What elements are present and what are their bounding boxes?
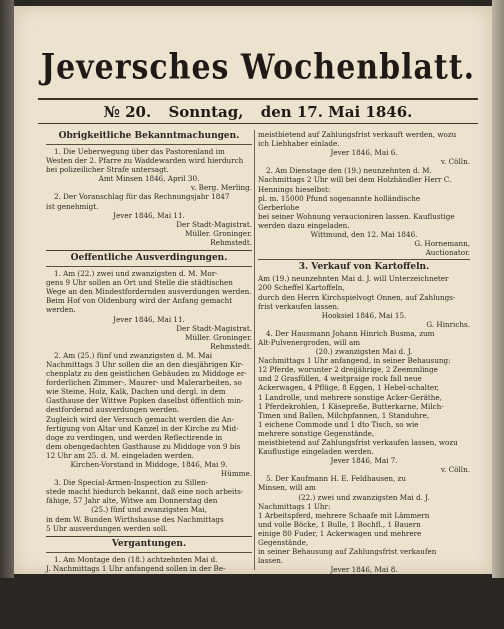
text-line: Gasthause der Wittwe Popken daselbst öffentlich min- bbox=[46, 396, 244, 406]
text-line: destfordernd ausverdungen werden. bbox=[46, 405, 180, 415]
text-line: ich Liebhaber einlade. bbox=[258, 139, 340, 149]
text-line: Minsen, will am bbox=[258, 483, 316, 493]
book-binding-edge bbox=[0, 0, 14, 578]
text-line: 2. Der Voranschlag für das Rechnungsjahr 1847 bbox=[54, 192, 230, 202]
section-rule bbox=[46, 552, 252, 553]
text-line: Rehmstedt. bbox=[210, 341, 252, 351]
text-line: Müller. Groninger. bbox=[185, 228, 252, 238]
text-line: Jever 1846, Mai 6. bbox=[330, 148, 398, 158]
text-line: werden dazu eingeladen. bbox=[258, 220, 350, 230]
text-line: 12 Uhr am 25. d. M. eingeladen werden. bbox=[46, 450, 195, 460]
text-line: (25.) fünf und zwanzigsten Mai, bbox=[91, 505, 207, 515]
text-line: Nachmittags 1 Uhr: bbox=[258, 501, 331, 511]
text-line: 1 Arbeitspferd, mehrere Schaafe mit Lämmern bbox=[258, 510, 430, 520]
section-body-potatoes bbox=[258, 274, 470, 629]
text-line: Wittmund, den 12. Mai 1846. bbox=[310, 230, 418, 240]
text-line: Zugleich wird der Versuch gemacht werden die An- bbox=[46, 414, 234, 424]
text-line: Parthie Erbsen, in beliebigen Quantitäten, bbox=[46, 600, 201, 610]
text-line: Wege an den Mindestfordernden ausverdungen werden. bbox=[46, 287, 252, 297]
section-body-auctions bbox=[46, 555, 252, 610]
section-body-tenders bbox=[46, 269, 252, 533]
issue-line bbox=[38, 98, 478, 124]
text-line: hausung des Gastwirths Fr. Lübben, im Bremer- bbox=[46, 572, 222, 582]
text-line: und volle Böcke, 1 Bulle, 1 Bochfl., 1 Bauern bbox=[258, 519, 421, 529]
column-divider bbox=[254, 130, 255, 570]
text-line: Jever 1846, Mai 7. bbox=[330, 456, 398, 466]
section-body-authorities bbox=[46, 147, 252, 247]
text-line: doge zu verdingen, und werden Reflectirende in bbox=[46, 432, 223, 442]
text-line: Der Stadt-Magistrat. bbox=[176, 323, 252, 333]
text-line: Gegenstände, bbox=[258, 538, 309, 548]
text-line: wie Steine, Holz, Kalk, Dachen und dergl. in dem bbox=[46, 387, 226, 397]
text-line: (22.) zwei und zwanzigsten Mai d. J. bbox=[298, 492, 430, 502]
text-line: G. Hinrichs. bbox=[426, 319, 470, 329]
text-line: 2. Am (25.) fünf und zwanzigsten d. M. Mai bbox=[54, 350, 213, 360]
text-line: Kauflustige eingeladen werden. bbox=[258, 447, 374, 457]
text-line: 5 Uhr ausverdungen werden soll. bbox=[46, 523, 168, 533]
text-line: Timen und Ballen, Milchpfannen, 1 Standuhre, bbox=[258, 410, 430, 420]
text-line: stede macht hiedurch bekannt, daß eine noch arbeits- bbox=[46, 487, 244, 497]
section-box bbox=[46, 536, 252, 610]
text-line: fertigung von Altar und Kanzel in der Kirche zu Mid- bbox=[46, 423, 239, 433]
section-rule bbox=[258, 259, 470, 260]
text-line: bei seiner Wohnung veraucioniren lassen. Kauflustige bbox=[258, 211, 455, 221]
text-line: in dem W. Bunden Wirthshause des Nachmittags bbox=[46, 514, 224, 524]
text-line: durch den Herrn Kirchspielvogt Onnen, auf Zahlungs- bbox=[258, 292, 456, 302]
text-line: 3. Die Special-Armen-Inspection zu Sillen- bbox=[54, 478, 208, 488]
text-line: 1 eichene Commode und 1 dto Tisch, so wie bbox=[258, 419, 419, 429]
text-line: 1 Landrolle, und mehrere sonstige Acker-Geräthe, bbox=[258, 392, 442, 402]
text-line: Kirchen-Vorstand in Middoge, 1846, Mai 9. bbox=[70, 460, 228, 469]
text-line: frist verkaufen lassen. bbox=[258, 301, 340, 311]
text-line: meistbietend auf Zahlungsfrist verkauft werden, wozu bbox=[258, 130, 457, 139]
section-body-auctions-cont bbox=[258, 130, 470, 257]
text-line: Gerberlohe bbox=[258, 202, 300, 212]
text-line: in seiner Behausung auf Zahlungsfrist verkaufen bbox=[258, 547, 437, 557]
text-line: werden. bbox=[46, 305, 76, 315]
section-title-tenders: Oeffentliche Ausverdingungen. bbox=[70, 253, 228, 264]
section-title-authorities: Obrigkeitliche Bekanntmachungen. bbox=[58, 131, 240, 141]
text-line: Hennings hieselbst: bbox=[258, 184, 331, 194]
text-line: (22.) zwei und zwanzigsten Mai d. J. bbox=[298, 601, 430, 611]
text-line: schliffel hieselbst: bbox=[46, 582, 112, 592]
text-line: Rehmstedt. bbox=[210, 237, 252, 247]
text-line: ist genehmigt. bbox=[46, 201, 99, 211]
text-line: chenplatz zu den geistlichen Gebäuden zu Middoge er- bbox=[46, 369, 247, 379]
text-line: Ackerwagen, 4 Pflüge, 8 Eggen, 1 Hebel-schalter, bbox=[258, 383, 440, 393]
newspaper-page bbox=[14, 6, 492, 629]
text-line: 5. Der Kaufmann H. E. Feldhausen, zu bbox=[266, 474, 406, 484]
text-line: bei polizeilicher Strafe untersagt. bbox=[46, 165, 169, 175]
section-rule bbox=[46, 144, 252, 145]
text-line: 1. Am (22.) zwei und zwanzigsten d. M. Mor- bbox=[54, 269, 218, 279]
text-line: fähige, 57 Jahr alte, Witwe am Donnerstag den bbox=[46, 496, 218, 506]
page-stack-edge bbox=[492, 0, 504, 578]
text-line: v. Berg. Merling. bbox=[190, 183, 252, 193]
text-line: Alt-Pulvenergroden, will am bbox=[258, 337, 361, 347]
text-line: v. Cölln. bbox=[440, 574, 470, 584]
text-line: Jever 1846, Mai 11. bbox=[113, 210, 185, 220]
text-line: pl. m. 15000 Pfund sogenannte holländische bbox=[258, 193, 421, 203]
section-title-potatoes: 3. Verkauf von Kartoffeln. bbox=[298, 262, 430, 273]
text-line: Müller. Groninger. bbox=[185, 332, 252, 342]
text-line: 12 Pferde, worunter 2 dreijährige, 2 Zeemmlinge bbox=[258, 365, 438, 375]
text-line: mehrere sonstige Gegenstände, bbox=[258, 428, 375, 438]
issue-number: № 20. bbox=[103, 103, 152, 121]
text-line: Beim Hof von Oldenburg wird der Anfang gemacht bbox=[46, 296, 233, 306]
text-line: Nachmittags 3 Uhr, in der Wohnung des Kaufmanns bbox=[258, 610, 448, 620]
text-line: einige 80 Fuder, 1 Ackerwagen und mehrere bbox=[258, 528, 422, 538]
masthead-title: Jeversches Wochenblatt. bbox=[40, 47, 476, 88]
text-line: gens 9 Uhr sollen an Ort und Stelle die städtischen bbox=[46, 278, 233, 288]
text-line: meistbietend auf Zahlungsfrist verkaufen lassen, wozu bbox=[258, 438, 458, 447]
section-rule bbox=[46, 266, 252, 267]
text-line: 6. Der Zimmermann G. E. Janssen, zu För- bbox=[266, 583, 421, 593]
text-line: (20.) zwanzigsten Mai d. J. bbox=[315, 347, 413, 357]
right-column bbox=[258, 130, 470, 629]
text-line: v. Cölln. bbox=[440, 465, 470, 475]
section-box bbox=[46, 250, 252, 533]
left-column bbox=[46, 130, 252, 609]
text-line: Auctionator. bbox=[425, 248, 470, 258]
text-line: Hooksiel 1846, Mai 15. bbox=[321, 310, 407, 320]
text-line: 1 Pferdekrohlen, 1 Käsepreße, Butterkarne, Milch- bbox=[258, 401, 444, 411]
text-line: Jever 1846, Mai 11. bbox=[113, 314, 185, 324]
text-line: Amt Minsen 1846, April 30. bbox=[98, 174, 200, 184]
text-line: 1. Am Montage den (18.) achtzehnten Mai d. bbox=[54, 554, 218, 564]
text-line: H. E. Feldhausen, zu Minsen: bbox=[258, 619, 366, 629]
text-line: Hümme. bbox=[220, 469, 252, 479]
text-line: und 2 Grasfüllen, 4 weitpraige rock fall neue bbox=[258, 374, 422, 384]
text-line: 1. Die Ueberwegung über das Pastorenland im bbox=[54, 147, 225, 156]
text-line: lassen. bbox=[258, 556, 284, 566]
text-line: rien, läßt am bbox=[258, 592, 305, 602]
text-line: Am (19.) neunzehnten Mai d. J. will Unterzeichneter bbox=[258, 274, 449, 284]
text-line: 2. Am Dienstage den (19.) neunzehnten d. M. bbox=[266, 166, 432, 176]
text-line: v. Cölln. bbox=[440, 157, 470, 167]
text-line: Nachmittags 2 Uhr will bei dem Holzhändler Herr C. bbox=[258, 175, 452, 185]
text-line: 200 Scheffel Kartoffeln, bbox=[258, 283, 345, 293]
text-line: Nachmittags 1 Uhr anfangend, in seiner Behausung: bbox=[258, 356, 451, 366]
text-line: J. Nachmittags 1 Uhr anfangend sollen in der Be- bbox=[46, 563, 226, 573]
text-line: Nachmittags 3 Uhr sollen die an den diesjährigen Kir- bbox=[46, 359, 244, 369]
section-title-auctions: Vergantungen. bbox=[111, 538, 187, 549]
text-line: Westen der 2. Pfarre zu Waddewarden wird hierdurch bbox=[46, 156, 244, 166]
text-line: Der Stadt-Magistrat. bbox=[176, 219, 252, 229]
text-line: einige Lasten Rocken, 1 Last Kartoffeln und eine bbox=[46, 591, 225, 601]
text-line: forderlichen Zimmer-, Maurer- und Malerarbeiten, so bbox=[46, 378, 242, 388]
text-line: Jever 1846, Mai 8. bbox=[330, 565, 398, 575]
issue-date: den 17. Mai 1846. bbox=[260, 103, 413, 121]
text-line: G. Hornemann, bbox=[414, 239, 470, 249]
text-line: 4. Der Hausmann Johann Hinrich Busma, zum bbox=[266, 328, 435, 338]
issue-weekday: Sonntag, bbox=[168, 103, 244, 121]
text-line: dem obengedachten Gasthause zu Middoge von 9 bis bbox=[46, 441, 241, 451]
